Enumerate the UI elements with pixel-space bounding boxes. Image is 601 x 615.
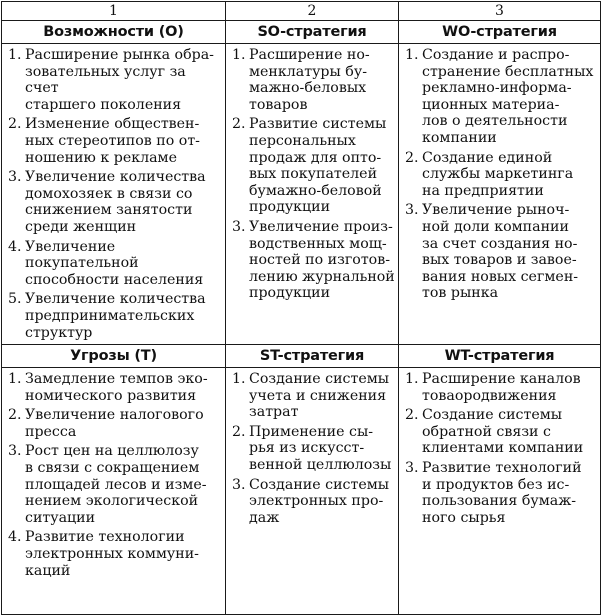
column-number-row bbox=[2, 2, 601, 21]
item-text: Создание системы обратной связи с клиентами компании bbox=[422, 407, 584, 457]
list-item bbox=[8, 116, 223, 166]
wt-strategy-header: WT-стратегия bbox=[399, 345, 601, 368]
item-text: Увеличение количества домохозяек в связи со снижением занятости среди женщин bbox=[25, 169, 206, 235]
item-number: 2. bbox=[405, 149, 419, 166]
list-item bbox=[232, 424, 396, 474]
item-text: Замедление темпов эко- номического развития bbox=[25, 371, 208, 404]
st-strategy-cell bbox=[226, 368, 399, 615]
opportunities-header: Возможности (О) bbox=[2, 21, 226, 44]
st-strategy-list bbox=[226, 368, 398, 526]
opportunities-header-row bbox=[2, 21, 601, 44]
list-item bbox=[232, 47, 396, 113]
opportunities-body-row bbox=[2, 44, 601, 345]
list-item bbox=[405, 47, 598, 147]
item-number: 3. bbox=[8, 169, 22, 186]
so-strategy-cell bbox=[226, 44, 399, 345]
item-text: Создание единой службы маркетинга на предприятии bbox=[422, 149, 574, 199]
item-text: Развитие системы персональных продаж для опто- вых покупателей бумажно-беловой продукции bbox=[249, 116, 387, 216]
item-number: 1. bbox=[405, 371, 419, 388]
item-number: 1. bbox=[232, 47, 246, 63]
threats-header: Угрозы (Т) bbox=[2, 345, 226, 368]
wo-strategy-header: WO-стратегия bbox=[399, 21, 601, 44]
item-number: 3. bbox=[405, 202, 419, 219]
item-text: Увеличение налогового пресса bbox=[25, 407, 204, 440]
item-text: Создание системы учета и снижения затрат bbox=[249, 371, 390, 421]
list-item bbox=[232, 371, 396, 421]
item-text: Применение сы- рья из искусст- венной целлюлозы bbox=[249, 423, 392, 474]
item-text: Увеличение покупательной способности населения bbox=[25, 238, 204, 288]
item-number: 4. bbox=[8, 238, 22, 255]
item-text: Создание системы электронных про- даж bbox=[249, 476, 390, 526]
threats-list bbox=[2, 368, 225, 579]
item-number: 2. bbox=[8, 116, 22, 133]
item-text: Развитие технологии электронных коммуни- каций bbox=[25, 529, 199, 579]
list-item bbox=[8, 529, 223, 579]
list-item bbox=[8, 443, 223, 526]
item-text: Увеличение рыноч- ной доли компании за счет создания но- вых товаров и завое- вания новых сегмен- тов рынка bbox=[422, 202, 579, 302]
list-item bbox=[8, 291, 223, 341]
item-number: 2. bbox=[232, 423, 246, 440]
wt-strategy-list bbox=[399, 368, 600, 526]
item-number: 1. bbox=[232, 371, 246, 388]
list-item bbox=[8, 239, 223, 289]
list-item bbox=[232, 219, 396, 302]
list-item bbox=[8, 371, 223, 404]
item-text: Рост цен на целлюлозу в связи с сокращением площадей лесов и изме- нением экологической ситуации bbox=[25, 443, 207, 526]
so-strategy-list bbox=[226, 44, 398, 302]
item-text: Расширение но- менклатуры бу- мажно-беловых товаров bbox=[249, 47, 370, 113]
item-text: Увеличение количества предпринимательских структур bbox=[25, 291, 206, 341]
column-number-2: 2 bbox=[226, 2, 399, 21]
column-number-3: 3 bbox=[399, 2, 601, 21]
so-strategy-header: SO-стратегия bbox=[226, 21, 399, 44]
column-number-1: 1 bbox=[2, 2, 226, 21]
item-number: 4. bbox=[8, 529, 22, 546]
item-number: 1. bbox=[8, 371, 22, 388]
list-item bbox=[8, 407, 223, 440]
item-text: Расширение рынка обра- зовательных услуг за счет старшего поколения bbox=[25, 47, 214, 113]
list-item bbox=[8, 169, 223, 235]
opportunities-cell bbox=[2, 44, 226, 345]
threats-cell bbox=[2, 368, 226, 615]
wo-strategy-list bbox=[399, 44, 600, 302]
list-item bbox=[405, 460, 598, 526]
list-item bbox=[8, 47, 223, 113]
item-number: 2. bbox=[232, 116, 246, 133]
swot-strategy-table bbox=[1, 1, 601, 615]
item-number: 2. bbox=[405, 407, 419, 424]
item-text: Развитие технологий и продуктов без ис- пользования бумаж- ного сырья bbox=[422, 460, 582, 526]
opportunities-list bbox=[2, 44, 225, 341]
item-number: 3. bbox=[232, 476, 246, 493]
item-number: 1. bbox=[405, 47, 419, 63]
item-number: 3. bbox=[405, 460, 419, 477]
threats-header-row bbox=[2, 345, 601, 368]
list-item bbox=[405, 371, 598, 404]
item-number: 2. bbox=[8, 407, 22, 424]
item-text: Увеличение произ- водственных мощ- ностей по изготов- лению журнальной продукции bbox=[249, 218, 395, 302]
threats-body-row bbox=[2, 368, 601, 615]
item-number: 1. bbox=[8, 47, 22, 63]
item-text: Изменение обществен- ных стереотипов по от- ношению к рекламе bbox=[25, 116, 200, 166]
list-item bbox=[232, 116, 396, 216]
list-item bbox=[232, 477, 396, 527]
list-item bbox=[405, 150, 598, 200]
list-item bbox=[405, 407, 598, 457]
item-text: Расширение каналов товаородвижения bbox=[422, 371, 581, 404]
wo-strategy-cell bbox=[399, 44, 601, 345]
item-text: Создание и распро- странение бесплатных рекламно-информа- ционных материа- лов о деятельности компании bbox=[422, 47, 594, 146]
list-item bbox=[405, 202, 598, 302]
item-number: 3. bbox=[8, 443, 22, 460]
item-number: 5. bbox=[8, 291, 22, 308]
item-number: 3. bbox=[232, 218, 246, 235]
st-strategy-header: ST-стратегия bbox=[226, 345, 399, 368]
wt-strategy-cell bbox=[399, 368, 601, 615]
